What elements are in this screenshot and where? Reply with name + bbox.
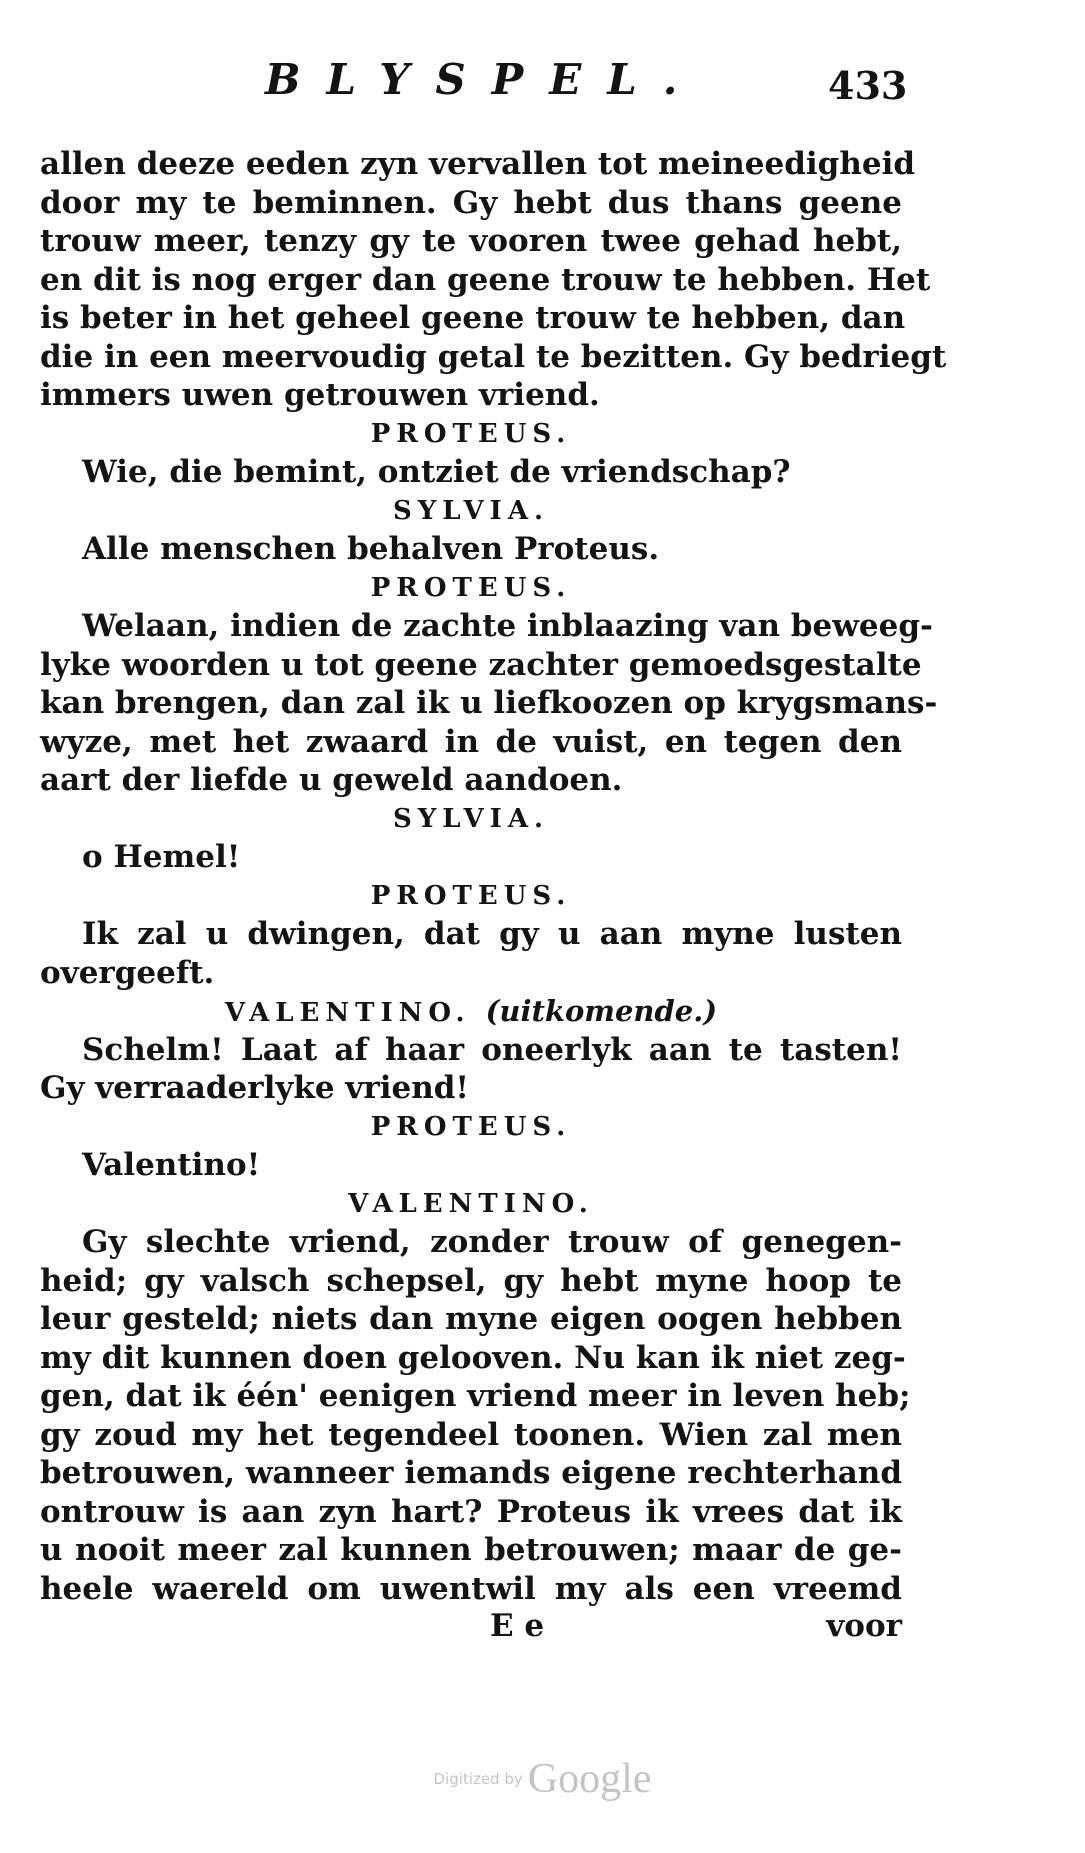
text-line: die in een meervoudig getal te bezitten. Gy bedriegt (40, 338, 947, 375)
speaker-name: PROTEUS. (370, 418, 572, 449)
page-footer (40, 1608, 902, 1648)
page-header (0, 55, 1085, 115)
speech-line: Wie, die bemint, ontziet de vriendschap? (82, 454, 791, 490)
speaker-heading (40, 800, 902, 839)
speech-line: Gy verraaderlyke vriend! (40, 1070, 470, 1106)
speech-line: Schelm! Laat af haar oneerlyk aan te tasten! (82, 1031, 902, 1068)
speaker-name: SYLVIA. (392, 803, 550, 834)
text-line: trouw meer, tenzy gy te vooren twee gehad hebt, (40, 223, 902, 259)
speech-line: Welaan, indien de zachte inblaazing van beweeg- (82, 608, 933, 644)
speech-line: Valentino! (82, 1147, 261, 1183)
text-line: en dit is nog erger dan geene trouw te hebben. Het (40, 261, 931, 298)
speaker-name: PROTEUS. (370, 1111, 572, 1142)
speech-line: kan brengen, dan zal ik u liefkoozen op krygsmans- (40, 685, 938, 721)
speech-line: Ik zal u dwingen, dat gy u aan myne lusten (82, 916, 902, 952)
digitized-watermark (0, 1755, 1085, 1803)
speaker-name: VALENTINO. (348, 1188, 594, 1219)
text-line: immers uwen getrouwen vriend. (40, 377, 600, 413)
google-logo: Google (527, 1756, 652, 1802)
speech-line: lyke woorden u tot geene zachter gemoedsgestalte (40, 646, 922, 683)
speaker-heading (40, 877, 902, 916)
body-text (40, 145, 947, 1608)
speech-line: my dit kunnen doen gelooven. Nu kan ik niet zeg- (40, 1339, 906, 1376)
speaker-name: PROTEUS. (370, 572, 572, 603)
speaker-heading (40, 1185, 902, 1224)
speech-line: heele waereld om uwentwil my als een vreemd (40, 1570, 902, 1607)
speech-line: ontrouw is aan zyn hart? Proteus ik vrees dat ik (40, 1493, 902, 1530)
speech-line: gen, dat ik één' eenigen vriend meer in leven heb; (40, 1378, 911, 1414)
speaker-name: PROTEUS. (370, 880, 572, 911)
text-line: is beter in het geheel geene trouw te hebben, dan (40, 300, 906, 336)
page-number: 433 (828, 63, 908, 108)
speech-line: Gy slechte vriend, zonder trouw of genegen- (82, 1224, 902, 1260)
text-line: door my te beminnen. Gy hebt dus thans geene (40, 184, 902, 221)
speech-line: wyze, met het zwaard in de vuist, en tegen den (40, 723, 902, 760)
speaker-heading (40, 492, 902, 531)
speaker-heading (40, 569, 902, 608)
speaker-name: SYLVIA. (392, 495, 550, 526)
speaker-heading (40, 1108, 902, 1147)
running-head: BLYSPEL. (265, 55, 704, 104)
speech-line: betrouwen, wanneer iemands eigene rechterhand (40, 1455, 902, 1491)
stage-direction: (uitkomende.) (485, 994, 718, 1028)
speech-line: Alle menschen behalven Proteus. (82, 531, 660, 567)
speech-line: heid; gy valsch schepsel, gy hebt myne hoop te (40, 1262, 902, 1299)
speech-line: overgeeft. (40, 954, 215, 991)
speech-line: gy zoud my het tegendeel toonen. Wien zal men (40, 1416, 902, 1453)
watermark-prefix: Digitized by (433, 1770, 523, 1788)
speech-line: aart der liefde u geweld aandoen. (40, 762, 623, 798)
speech-line: u nooit meer zal kunnen betrouwen; maar de ge- (40, 1532, 902, 1568)
speaker-heading (40, 415, 902, 454)
text-line: allen deeze eeden zyn vervallen tot meineedigheid (40, 146, 916, 182)
signature-mark: E e (490, 1608, 545, 1644)
speech-line: leur gesteld; niets dan myne eigen oogen hebben (40, 1301, 902, 1337)
speaker-heading (40, 992, 902, 1031)
speech-line: o Hemel! (82, 839, 241, 875)
speaker-name: VALENTINO. (224, 998, 471, 1028)
catchword: voor (826, 1608, 902, 1644)
